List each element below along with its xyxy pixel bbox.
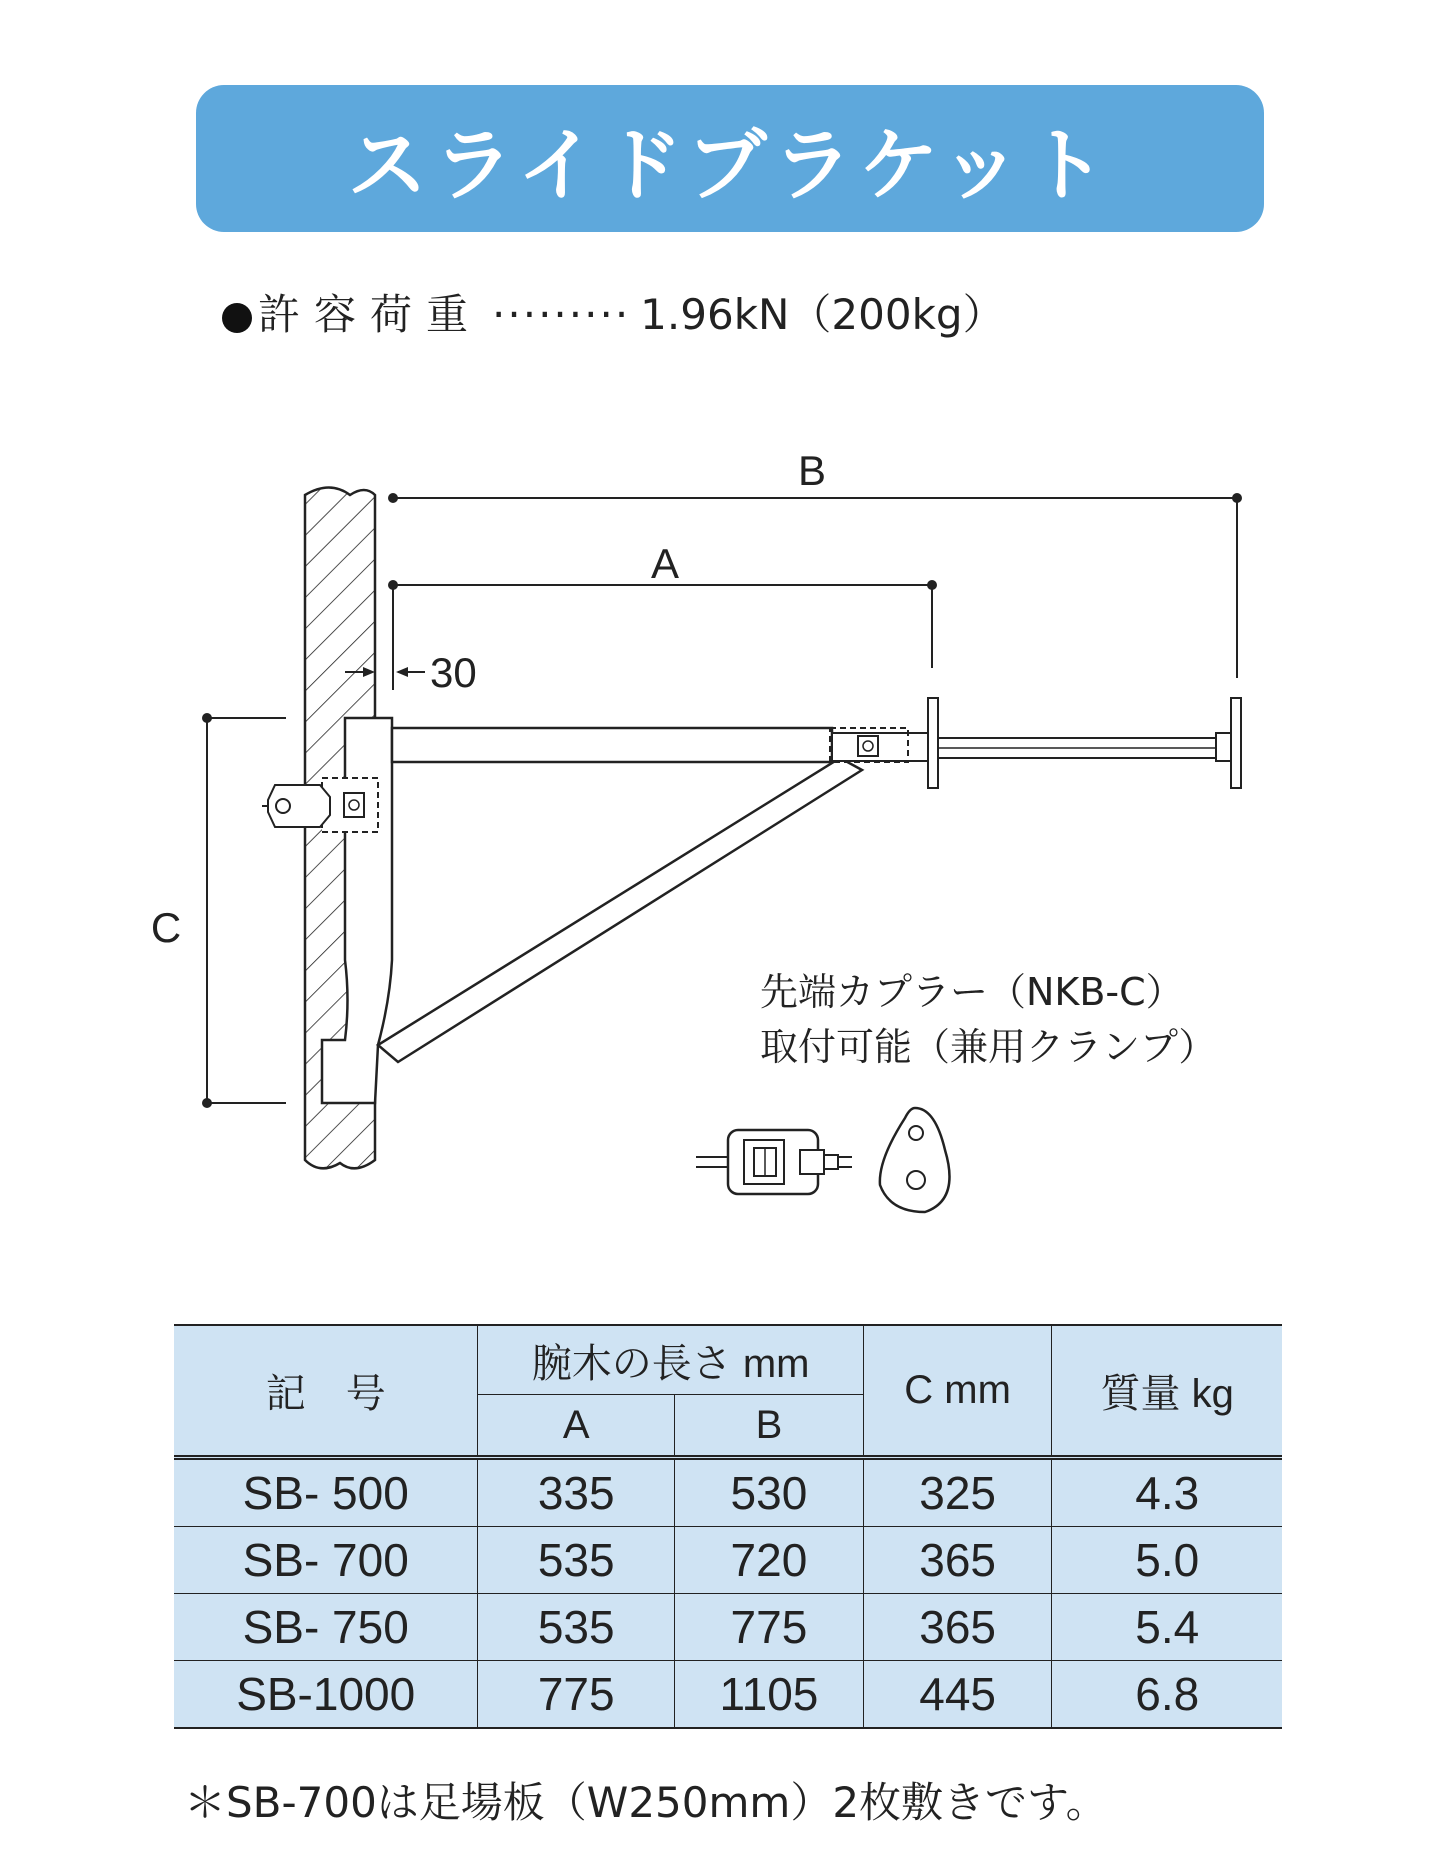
coupler-note-line1: 先端カプラー（NKB-C） [760, 970, 1184, 1014]
leader-dots: ········· [492, 290, 631, 339]
cell-a: 775 [478, 1661, 675, 1729]
footnote: ＊SB-700は足場板（W250mm）2枚敷きです。 [184, 1778, 1108, 1827]
cell-symbol: SB- 750 [174, 1594, 478, 1661]
allowable-load-value: 1.96kN（200kg） [640, 290, 1005, 339]
header-arm-length: 腕木の長さ mm [478, 1325, 863, 1395]
page-title: スライドブラケット [347, 119, 1113, 212]
header-b: B [675, 1395, 864, 1458]
header-a: A [478, 1395, 675, 1458]
clamp-plate-icon [880, 1108, 950, 1212]
cell-symbol: SB-1000 [174, 1661, 478, 1729]
header-c: C mm [863, 1325, 1052, 1458]
spec-table [174, 1324, 1282, 1729]
header-mass: 質量 kg [1052, 1325, 1282, 1458]
cell-a: 535 [478, 1527, 675, 1594]
cell-c: 325 [863, 1458, 1052, 1527]
allowable-load-line [222, 282, 1005, 342]
dimension-c-label: C [150, 904, 182, 951]
cell-mass: 4.3 [1052, 1458, 1282, 1527]
cell-b: 720 [675, 1527, 864, 1594]
allowable-load-label: 許容荷重 [258, 290, 483, 339]
dimension-a-label: A [650, 540, 680, 587]
cell-b: 775 [675, 1594, 864, 1661]
cell-symbol: SB- 700 [174, 1527, 478, 1594]
cell-mass: 5.0 [1052, 1527, 1282, 1594]
header-symbol: 記 号 [174, 1325, 478, 1458]
coupler-detail-icon [696, 1130, 852, 1194]
cell-symbol: SB- 500 [174, 1458, 478, 1527]
cell-mass: 6.8 [1052, 1661, 1282, 1729]
dimension-b-label: B [797, 447, 827, 494]
pole-clamp [262, 778, 378, 832]
table-row [174, 1527, 1282, 1594]
cell-b: 530 [675, 1458, 864, 1527]
table-row [174, 1458, 1282, 1527]
cell-a: 535 [478, 1594, 675, 1661]
cell-c: 445 [863, 1661, 1052, 1729]
cell-c: 365 [863, 1594, 1052, 1661]
title-banner [196, 85, 1264, 232]
cell-c: 365 [863, 1527, 1052, 1594]
dimension-c [151, 713, 286, 1108]
coupler-note-line2: 取付可能（兼用クランプ） [760, 1025, 1217, 1069]
table-row [174, 1594, 1282, 1661]
cell-b: 1105 [675, 1661, 864, 1729]
bracket-diagram [0, 430, 1450, 1230]
dimension-b [388, 447, 1242, 678]
cell-a: 335 [478, 1458, 675, 1527]
dimension-30-label: 30 [430, 649, 477, 696]
bullet-icon [222, 303, 252, 333]
cell-mass: 5.4 [1052, 1594, 1282, 1661]
table-row [174, 1661, 1282, 1729]
